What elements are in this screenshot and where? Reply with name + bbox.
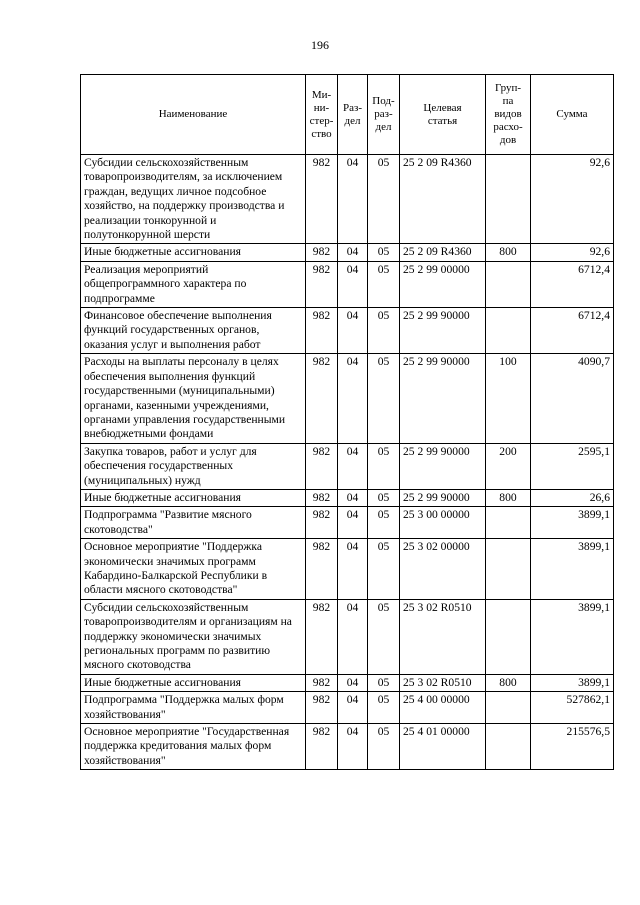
row-group (486, 539, 531, 600)
row-sum: 6712,4 (531, 261, 614, 307)
row-section: 04 (338, 308, 368, 354)
row-target: 25 3 00 00000 (400, 507, 486, 539)
row-sum: 3899,1 (531, 507, 614, 539)
row-group: 800 (486, 674, 531, 691)
table-row (81, 539, 614, 600)
row-name: Реализация мероприятий общепрограммного характера по подпрограмме (81, 261, 306, 307)
row-section: 04 (338, 724, 368, 770)
row-ministry: 982 (306, 539, 338, 600)
row-target: 25 2 99 90000 (400, 308, 486, 354)
table-row (81, 674, 614, 691)
row-sum: 2595,1 (531, 443, 614, 489)
row-group (486, 155, 531, 244)
header-group: Груп- па видов расхо- дов (486, 75, 531, 155)
row-target: 25 2 09 R4360 (400, 155, 486, 244)
table-row (81, 308, 614, 354)
row-section: 04 (338, 489, 368, 506)
row-sum: 3899,1 (531, 539, 614, 600)
row-name: Подпрограмма "Развитие мясного скотоводства" (81, 507, 306, 539)
row-group (486, 599, 531, 674)
row-target: 25 2 99 90000 (400, 489, 486, 506)
row-group (486, 507, 531, 539)
row-sum: 92,6 (531, 155, 614, 244)
header-section: Раз- дел (338, 75, 368, 155)
row-sum: 26,6 (531, 489, 614, 506)
row-name: Субсидии сельскохозяйственным товаропроизводителям, за исключением граждан, ведущих личное подсобное хозяйство, на поддержку производства и реализации тонкорунной и полутонкорунной шерсти (81, 155, 306, 244)
row-subsection: 05 (368, 244, 400, 261)
row-target: 25 3 02 R0510 (400, 599, 486, 674)
row-ministry: 982 (306, 724, 338, 770)
row-subsection: 05 (368, 539, 400, 600)
row-section: 04 (338, 244, 368, 261)
row-sum: 527862,1 (531, 692, 614, 724)
table-row (81, 354, 614, 443)
row-sum: 215576,5 (531, 724, 614, 770)
row-section: 04 (338, 674, 368, 691)
row-sum: 6712,4 (531, 308, 614, 354)
row-name: Субсидии сельскохозяйственным товаропроизводителям и организациям на поддержку экономически значимых региональных программ по развитию мясного скотоводства (81, 599, 306, 674)
row-group: 200 (486, 443, 531, 489)
row-ministry: 982 (306, 155, 338, 244)
row-section: 04 (338, 443, 368, 489)
row-section: 04 (338, 261, 368, 307)
row-group (486, 308, 531, 354)
page-number: 196 (311, 38, 329, 52)
row-ministry: 982 (306, 599, 338, 674)
row-subsection: 05 (368, 599, 400, 674)
row-target: 25 2 99 90000 (400, 354, 486, 443)
row-section: 04 (338, 539, 368, 600)
row-group (486, 261, 531, 307)
table-row (81, 599, 614, 674)
header-row (81, 75, 614, 155)
row-target: 25 3 02 00000 (400, 539, 486, 600)
row-name: Основное мероприятие "Государственная поддержка кредитования малых форм хозяйствования" (81, 724, 306, 770)
row-name: Расходы на выплаты персоналу в целях обеспечения выполнения функций государственными (муниципальными) органами, казенными учреждениями, органами управления государственными внебюджетными фондами (81, 354, 306, 443)
table-row (81, 507, 614, 539)
header-subsection: Под- раз- дел (368, 75, 400, 155)
row-subsection: 05 (368, 692, 400, 724)
row-section: 04 (338, 354, 368, 443)
row-target: 25 3 02 R0510 (400, 674, 486, 691)
row-target: 25 4 00 00000 (400, 692, 486, 724)
table-row (81, 443, 614, 489)
row-name: Иные бюджетные ассигнования (81, 489, 306, 506)
row-subsection: 05 (368, 354, 400, 443)
row-name: Основное мероприятие "Поддержка экономически значимых программ Кабардино-Балкарской Республики в области мясного скотоводства" (81, 539, 306, 600)
row-sum: 3899,1 (531, 599, 614, 674)
row-target: 25 2 09 R4360 (400, 244, 486, 261)
row-subsection: 05 (368, 308, 400, 354)
row-target: 25 2 99 00000 (400, 261, 486, 307)
row-ministry: 982 (306, 354, 338, 443)
row-sum: 4090,7 (531, 354, 614, 443)
row-ministry: 982 (306, 674, 338, 691)
table-row (81, 261, 614, 307)
row-subsection: 05 (368, 507, 400, 539)
header-target: Целевая статья (400, 75, 486, 155)
row-section: 04 (338, 507, 368, 539)
row-name: Иные бюджетные ассигнования (81, 244, 306, 261)
row-subsection: 05 (368, 489, 400, 506)
row-subsection: 05 (368, 261, 400, 307)
row-name: Иные бюджетные ассигнования (81, 674, 306, 691)
row-name: Финансовое обеспечение выполнения функций государственных органов, оказания услуг и выполнения работ (81, 308, 306, 354)
table-row (81, 244, 614, 261)
row-ministry: 982 (306, 308, 338, 354)
row-sum: 3899,1 (531, 674, 614, 691)
row-ministry: 982 (306, 261, 338, 307)
row-subsection: 05 (368, 724, 400, 770)
table-row (81, 489, 614, 506)
row-section: 04 (338, 599, 368, 674)
row-section: 04 (338, 692, 368, 724)
row-ministry: 982 (306, 244, 338, 261)
row-name: Закупка товаров, работ и услуг для обеспечения государственных (муниципальных) нужд (81, 443, 306, 489)
row-sum: 92,6 (531, 244, 614, 261)
row-name: Подпрограмма "Поддержка малых форм хозяйствования" (81, 692, 306, 724)
row-section: 04 (338, 155, 368, 244)
header-ministry: Ми- ни- стер- ство (306, 75, 338, 155)
table-row (81, 724, 614, 770)
row-subsection: 05 (368, 674, 400, 691)
row-group: 800 (486, 489, 531, 506)
row-group (486, 692, 531, 724)
row-ministry: 982 (306, 692, 338, 724)
row-ministry: 982 (306, 443, 338, 489)
header-name: Наименование (81, 75, 306, 155)
table-row (81, 155, 614, 244)
row-target: 25 2 99 90000 (400, 443, 486, 489)
budget-table (80, 74, 614, 770)
row-group (486, 724, 531, 770)
row-group: 800 (486, 244, 531, 261)
header-sum: Сумма (531, 75, 614, 155)
row-subsection: 05 (368, 155, 400, 244)
table-row (81, 692, 614, 724)
row-subsection: 05 (368, 443, 400, 489)
row-target: 25 4 01 00000 (400, 724, 486, 770)
row-group: 100 (486, 354, 531, 443)
row-ministry: 982 (306, 489, 338, 506)
row-ministry: 982 (306, 507, 338, 539)
